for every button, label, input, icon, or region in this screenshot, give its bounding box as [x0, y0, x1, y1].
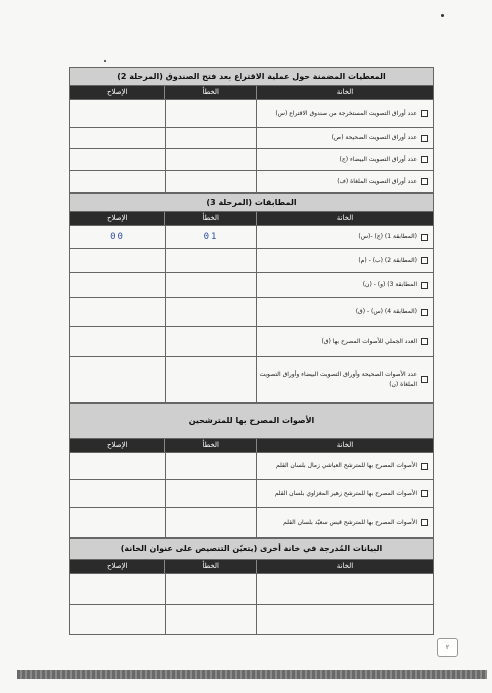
row-label: الأصوات المصرح بها للمترشح العياشي زمال بلسان القلم: [276, 462, 417, 470]
error-cell[interactable]: [165, 605, 256, 634]
row-label: العدد الجملي للأصوات المصرح بها (ق): [321, 337, 417, 345]
error-cell[interactable]: [165, 298, 256, 326]
row-label: (المطابقة 4) (س) - (ق): [355, 308, 417, 316]
table-row: [70, 508, 433, 538]
row-label: (المطابقة 1) (ج) -(س): [358, 233, 417, 241]
row-label: عدد الأصوات الصحيحة وأوراق التصويت البيضاء وأوراق التصويت الملغاة (ن): [259, 370, 417, 388]
header-error: الخطأ: [164, 212, 256, 225]
checkbox[interactable]: [421, 309, 428, 316]
section-title: المطابقات (المرحلة 3): [70, 193, 433, 212]
scan-footer-bar: [17, 670, 487, 679]
table-header: [70, 86, 433, 100]
table-row: [70, 249, 433, 273]
error-cell[interactable]: [165, 357, 256, 402]
error-cell[interactable]: [165, 128, 256, 148]
error-cell[interactable]: [165, 453, 256, 479]
row-label: عدد أوراق التصويت الملغاة (ف): [337, 177, 417, 185]
fix-cell[interactable]: [70, 480, 165, 507]
fix-cell[interactable]: [70, 249, 165, 272]
table-row: [70, 574, 433, 605]
header-fix: الإصلاح: [106, 562, 128, 570]
error-cell[interactable]: [165, 273, 256, 297]
row-label: (المطابقة 2) (ب) - (م): [358, 256, 417, 264]
checkbox[interactable]: [421, 519, 428, 526]
field-cell[interactable]: [256, 574, 433, 604]
checkbox[interactable]: [421, 490, 428, 497]
header-field: الخانة: [256, 560, 433, 573]
table-row: [70, 605, 433, 634]
row-label: المطابقة 3) (و) - (ن): [362, 281, 417, 289]
table-row: [70, 226, 433, 249]
table-header: [70, 439, 433, 453]
error-cell[interactable]: [165, 249, 256, 272]
table-row: [70, 298, 433, 327]
fix-cell[interactable]: [70, 508, 165, 537]
row-label: الأصوات المصرح بها للمترشح قيس سعيّد بلسان القلم: [283, 518, 417, 526]
fix-cell[interactable]: [70, 298, 165, 326]
table-row: [70, 480, 433, 508]
fix-cell[interactable]: 00: [110, 232, 125, 242]
scan-speck: [441, 14, 444, 17]
table-header: [70, 560, 433, 574]
table-row: [70, 357, 433, 403]
table-row: [70, 128, 433, 149]
error-cell[interactable]: [165, 574, 256, 604]
checkbox[interactable]: [421, 257, 428, 264]
header-field: الخانة: [256, 212, 433, 225]
row-label: عدد أوراق التصويت الصحيحة (ص): [331, 134, 417, 142]
header-error: الخطأ: [164, 86, 256, 99]
fix-cell[interactable]: [70, 128, 165, 148]
error-cell[interactable]: 01: [165, 226, 256, 248]
table-row: [70, 171, 433, 193]
checkbox[interactable]: [421, 463, 428, 470]
error-cell[interactable]: [165, 149, 256, 170]
table-row: [70, 453, 433, 480]
fix-cell[interactable]: [70, 453, 165, 479]
header-fix: الإصلاح: [106, 441, 128, 449]
checkbox[interactable]: [421, 110, 428, 117]
field-cell[interactable]: [256, 605, 433, 634]
error-cell[interactable]: [165, 171, 256, 192]
header-field: الخانة: [256, 86, 433, 99]
scan-speck: [104, 60, 106, 62]
error-cell[interactable]: [165, 100, 256, 127]
checkbox[interactable]: [421, 234, 428, 241]
table-row: [70, 100, 433, 128]
error-cell[interactable]: [165, 480, 256, 507]
header-fix: الإصلاح: [106, 214, 128, 222]
section-title: البيانات المُدرجة في خانة أخرى (يتعيّن التنصيص على عنوان الخانة): [70, 538, 433, 560]
header-error: الخطأ: [164, 560, 256, 573]
checkbox[interactable]: [421, 282, 428, 289]
checkbox[interactable]: [421, 376, 428, 383]
section-title: المعطيات المضمنة حول عملية الاقتراع بعد فتح الصندوق (المرحلة 2): [70, 68, 433, 86]
fix-cell[interactable]: [70, 605, 165, 634]
form-sheet: [69, 67, 434, 635]
table-row: [70, 149, 433, 171]
checkbox[interactable]: [421, 338, 428, 345]
table-row: [70, 273, 433, 298]
row-label: عدد أوراق التصويت البيضاء (ج): [339, 155, 417, 163]
error-cell[interactable]: [165, 327, 256, 356]
fix-cell[interactable]: [70, 273, 165, 297]
header-field: الخانة: [256, 439, 433, 452]
row-label: الأصوات المصرح بها للمترشح زهير المغزاوي بلسان القلم: [274, 489, 417, 497]
page-number: ٢: [437, 638, 458, 657]
header-fix: الإصلاح: [106, 88, 128, 96]
fix-cell[interactable]: [70, 149, 165, 170]
fix-cell[interactable]: [70, 171, 165, 192]
checkbox[interactable]: [421, 178, 428, 185]
table-row: [70, 327, 433, 357]
fix-cell[interactable]: [70, 100, 165, 127]
fix-cell[interactable]: [70, 574, 165, 604]
checkbox[interactable]: [421, 156, 428, 163]
section-title: الأصوات المصرح بها للمترشحين: [70, 403, 433, 439]
row-label: عدد أوراق التصويت المستخرجة من صندوق الاقتراع (س): [275, 109, 417, 117]
table-header: [70, 212, 433, 226]
fix-cell[interactable]: [70, 357, 165, 402]
checkbox[interactable]: [421, 135, 428, 142]
fix-cell[interactable]: [70, 327, 165, 356]
header-error: الخطأ: [164, 439, 256, 452]
error-cell[interactable]: [165, 508, 256, 537]
